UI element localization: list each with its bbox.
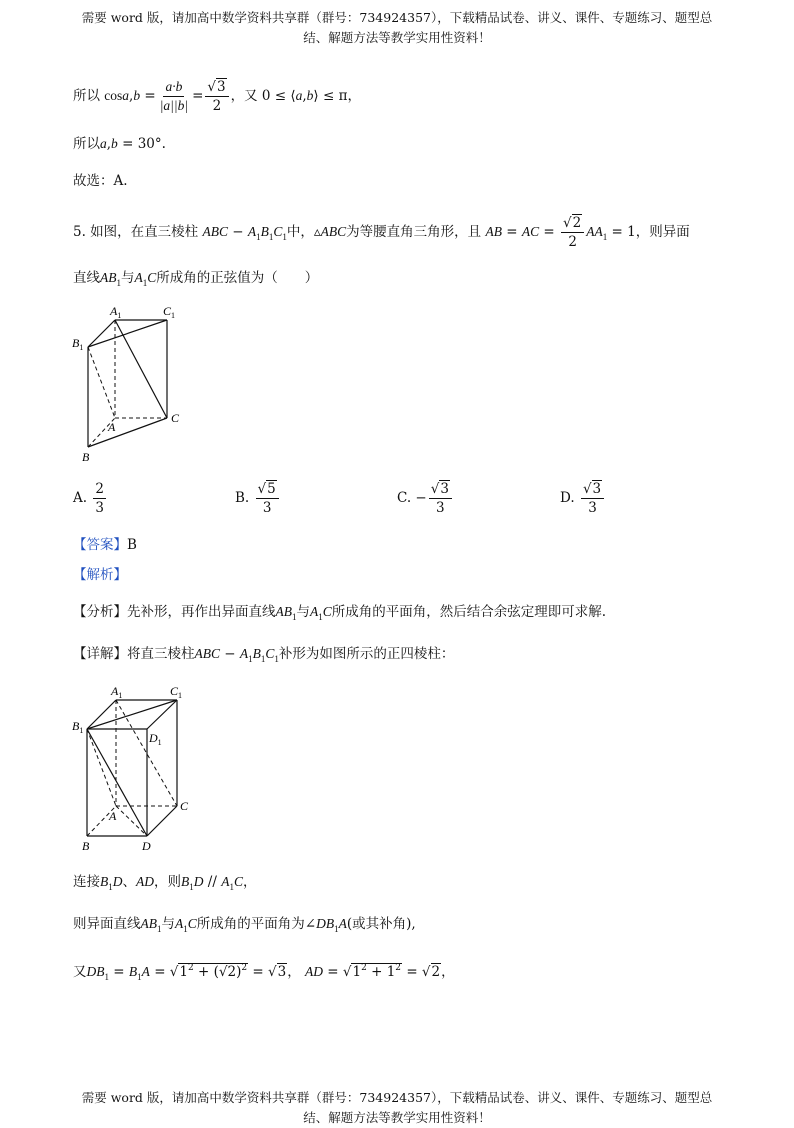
header-line-2: 结、解题方法等教学实用性资料！ [303,30,491,45]
xiangjie-line: 【详解】将直三棱柱ABC − $A_1B_1C_1$补形为如图所示的正四棱柱： [73,646,455,664]
choose-line: 故选：A. [73,173,128,189]
answer-line: 【答案】B [73,537,137,553]
connect-line: 连接$B_1D$、AD，则$B_1D // A_1C$， [73,874,257,892]
label-B: B [82,450,90,464]
option-c[interactable]: C. − $\frac{√3}{3}$ [397,480,454,517]
footer-line-2: 结、解题方法等教学实用性资料！ [303,1110,491,1125]
page-footer [60,1088,734,1128]
option-a[interactable]: A. $\frac{2}{3}$ [73,481,104,516]
option-d[interactable]: D. $\frac{√3}{3}$ [560,480,606,517]
page-header [60,8,734,48]
label-A1: $A_1$ [111,684,123,700]
angle-line: 所以a,b = 30°. [73,136,166,152]
footer-line-1: 需要 word 版，请加高中数学资料共享群（群号：734924357），下载精品试卷、讲义、课件、专题练习、题型总 [81,1090,713,1105]
option-b[interactable]: B. $\frac{√5}{3}$ [235,480,281,517]
label-C: C [180,799,189,813]
label-A1: $A_1$ [110,304,122,320]
label-B: B [82,839,90,853]
header-line-1: 需要 word 版，请加高中数学资料共享群（群号：734924357），下载精品试卷、讲义、课件、专题练习、题型总 [81,10,713,25]
lengths-line: 又$DB_1 = B_1A = √1^2 + (√2)^2 = √3$， AD = $√1^2 + 1^2 = √2$， [73,963,455,982]
analysis-tag: 【解析】 [73,567,127,583]
label-D: D [142,839,151,853]
cos-line: 所以 cosa,b = $\frac{a\cdot b}{|a||b|}$ = $\frac{√3}{2}$ ，又 0 ≤ ⟨a,b⟩ ≤ π， [73,79,361,114]
label-C1: $C_1$ [163,304,176,320]
plane-angle-line: 则异面直线$AB_1$与$A_1C$所成角的平面角为$\angle DB_1A$(或其补角), [73,916,416,934]
label-B1: $B_1$ [72,719,84,735]
label-C1: $C_1$ [170,684,183,700]
label-A: A [108,420,116,434]
prism-figure-2 [70,680,200,855]
label-A: A [109,809,117,823]
prism-figure-1 [70,300,200,465]
label-D1: $D_1$ [149,731,162,747]
label-B1: $B_1$ [72,336,84,352]
fenxi-line: 【分析】先补形，再作出异面直线$AB_1$与$A_1C$所成角的平面角，然后结合余弦定理即可求解. [73,604,607,622]
question-5-line-1: 5. 如图，在直三棱柱 ABC − $A_1B_1C_1$中，▵ABC为等腰直角三角形，且 AB = AC = $\frac{√2}{2}$ $AA_1 = 1$，则异面 [73,215,690,250]
question-5-line-2: 直线$AB_1$与$A_1C$所成角的正弦值为（ ） [73,270,319,288]
label-C: C [171,411,180,425]
